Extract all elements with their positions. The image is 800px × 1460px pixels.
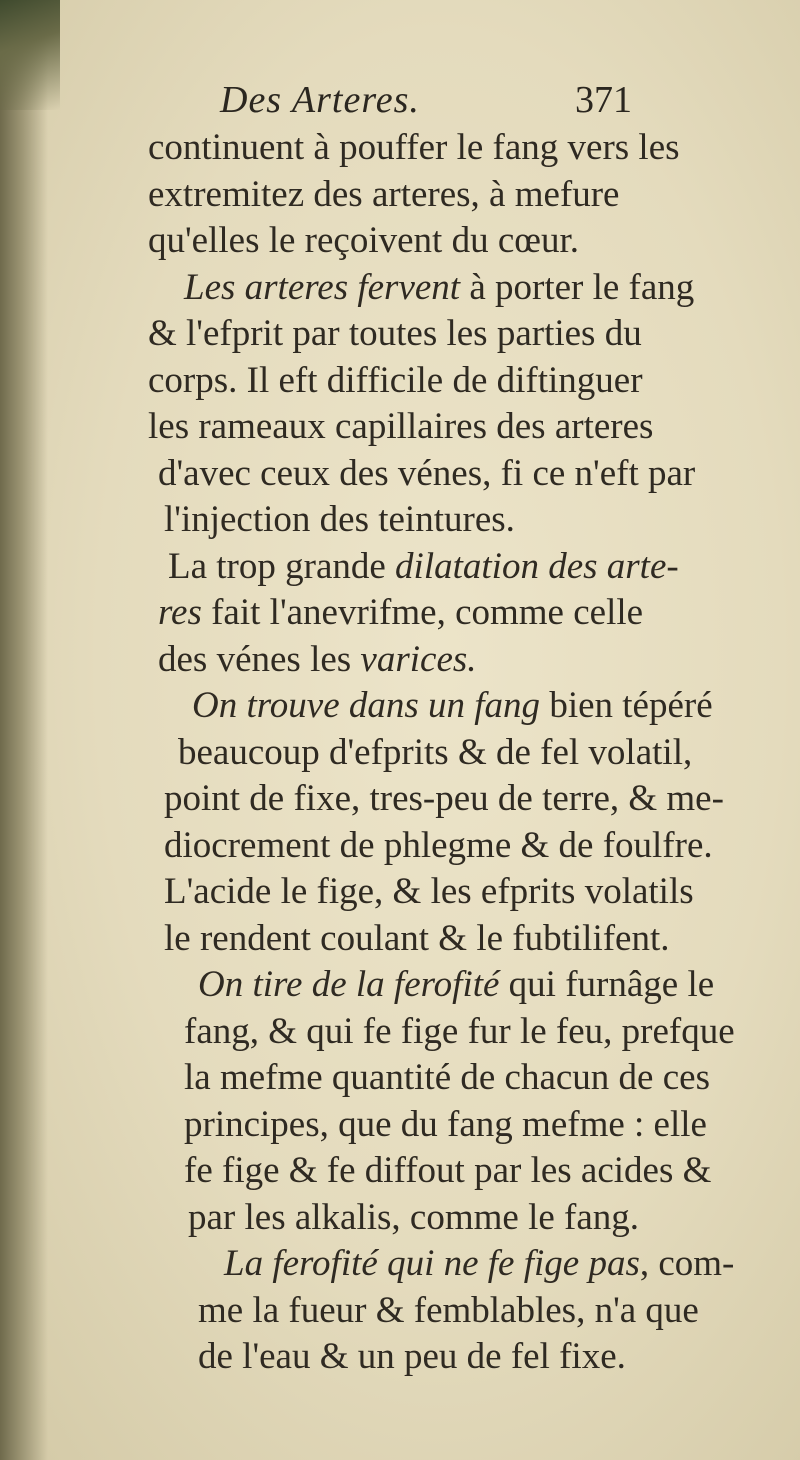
text-line: continuent à pouffer le fang vers les xyxy=(148,127,680,168)
text-line: La trop grande dilatation des arte- xyxy=(168,545,679,587)
page-corner-shadow xyxy=(0,0,60,110)
text-line: diocrement de phlegme & de foulfre. xyxy=(164,824,713,866)
text-line: extremitez des arteres, à mefure xyxy=(148,173,620,215)
page-header xyxy=(220,78,640,128)
text-line: On tire de la ferofité qui furnâge le xyxy=(198,964,715,1005)
text-line: d'avec ceux des vénes, fi ce n'eft par xyxy=(158,452,696,494)
text-line: fang, & qui fe fige fur le feu, prefque xyxy=(184,1010,735,1052)
text-line: les rameaux capillaires des arteres xyxy=(148,406,654,447)
text-line: La ferofité qui ne fe fige pas, com- xyxy=(224,1243,735,1284)
text-line: fe fige & fe diffout par les acides & xyxy=(184,1150,712,1191)
text-line: qu'elles le reçoivent du cœur. xyxy=(148,220,579,261)
text-line: principes, que du fang mefme : elle xyxy=(184,1103,707,1145)
text-line: & l'efprit par toutes les parties du xyxy=(148,313,642,354)
text-line: la mefme quantité de chacun de ces xyxy=(184,1057,710,1098)
text-line: point de fixe, tres-peu de terre, & me- xyxy=(164,778,724,819)
text-line: On trouve dans un fang bien tépéré xyxy=(192,685,713,726)
page-number: 371 xyxy=(575,79,632,121)
body-text xyxy=(48,125,735,1381)
binding-gutter xyxy=(0,0,48,1460)
text-line: Les arteres fervent à porter le fang xyxy=(184,266,695,308)
text-line: beaucoup d'efprits & de fel volatil, xyxy=(178,731,693,773)
text-line: res fait l'anevrifme, comme celle xyxy=(158,592,644,633)
text-line: par les alkalis, comme le fang. xyxy=(188,1196,640,1238)
text-line: L'acide le fige, & les efprits volatils xyxy=(164,871,694,912)
text-line: des vénes les varices. xyxy=(158,638,477,680)
text-line: corps. Il eft difficile de diftinguer xyxy=(148,359,643,401)
text-line: l'injection des teintures. xyxy=(164,499,515,540)
text-line: de l'eau & un peu de fel fixe. xyxy=(198,1336,626,1377)
running-title: Des Arteres. xyxy=(220,79,420,121)
text-line: le rendent coulant & le fubtilifent. xyxy=(164,917,670,959)
text-line: me la fueur & femblables, n'a que xyxy=(198,1289,699,1331)
